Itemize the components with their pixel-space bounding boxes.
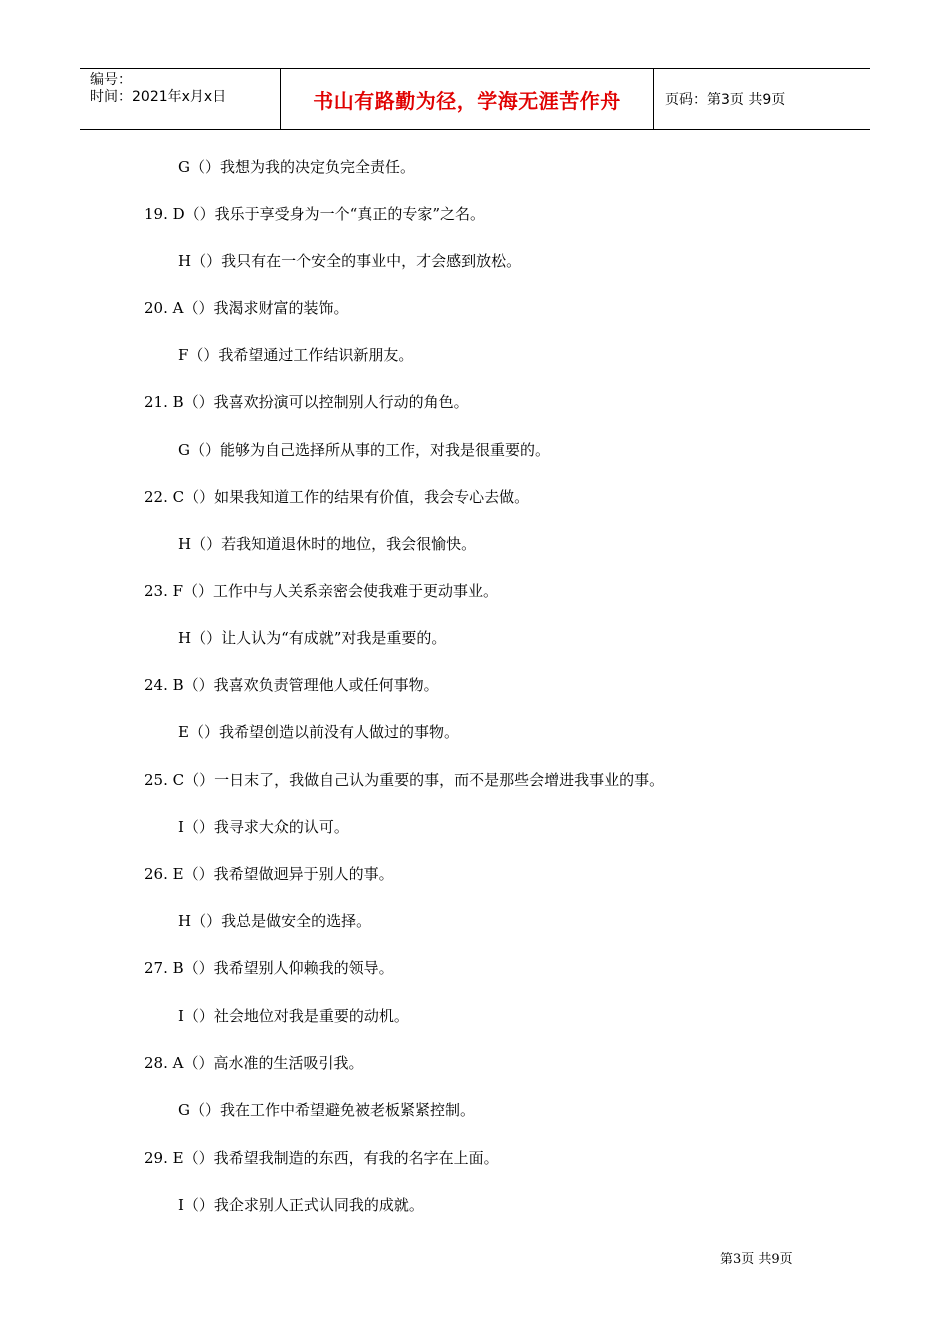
document-number-label: 编号： [90, 72, 132, 88]
header-meta-cell [80, 69, 281, 129]
question-line: 23. F（）工作中与人关系亲密会使我难于更动事业。 [144, 582, 499, 600]
option-line: G（）我想为我的决定负完全责任。 [178, 158, 415, 176]
question-line: 24. B（）我喜欢负责管理他人或任何事物。 [144, 676, 439, 694]
option-line: H（）让人认为“有成就”对我是重要的。 [178, 629, 447, 647]
page-footer: 第3页 共9页 [720, 1252, 793, 1267]
option-line: G（）能够为自己选择所从事的工作，对我是很重要的。 [178, 441, 550, 459]
header-page-number: 页码：第3页 共9页 [665, 92, 786, 108]
question-line: 27. B（）我希望别人仰赖我的领导。 [144, 959, 394, 977]
option-line: H（）我只有在一个安全的事业中，才会感到放松。 [178, 252, 522, 270]
option-line: I（）社会地位对我是重要的动机。 [178, 1007, 409, 1025]
option-line: F（）我希望通过工作结识新朋友。 [178, 346, 414, 364]
question-line: 20. A（）我渴求财富的装饰。 [144, 299, 349, 317]
question-line: 25. C（）一日末了，我做自己认为重要的事，而不是那些会增进我事业的事。 [144, 771, 665, 789]
question-line: 26. E（）我希望做迥异于别人的事。 [144, 865, 394, 883]
page-header [80, 68, 870, 130]
question-line: 29. E（）我希望我制造的东西，有我的名字在上面。 [144, 1149, 499, 1167]
option-line: I（）我企求别人正式认同我的成就。 [178, 1196, 424, 1214]
question-line: 22. C（）如果我知道工作的结果有价值，我会专心去做。 [144, 488, 530, 506]
option-line: G（）我在工作中希望避免被老板紧紧控制。 [178, 1101, 475, 1119]
header-motto: 书山有路勤为径，学海无涯苦作舟 [313, 88, 621, 113]
question-line: 19. D（）我乐于享受身为一个“真正的专家”之名。 [144, 205, 485, 223]
question-line: 28. A（）高水准的生活吸引我。 [144, 1054, 364, 1072]
header-motto-cell [281, 69, 654, 129]
document-date-label: 时间：2021年x月x日 [90, 89, 227, 105]
header-page-cell [655, 69, 870, 129]
option-line: H（）若我知道退休时的地位，我会很愉快。 [178, 535, 477, 553]
option-line: E（）我希望创造以前没有人做过的事物。 [178, 723, 459, 741]
option-line: H（）我总是做安全的选择。 [178, 912, 372, 930]
option-line: I（）我寻求大众的认可。 [178, 818, 349, 836]
question-line: 21. B（）我喜欢扮演可以控制别人行动的角色。 [144, 393, 469, 411]
